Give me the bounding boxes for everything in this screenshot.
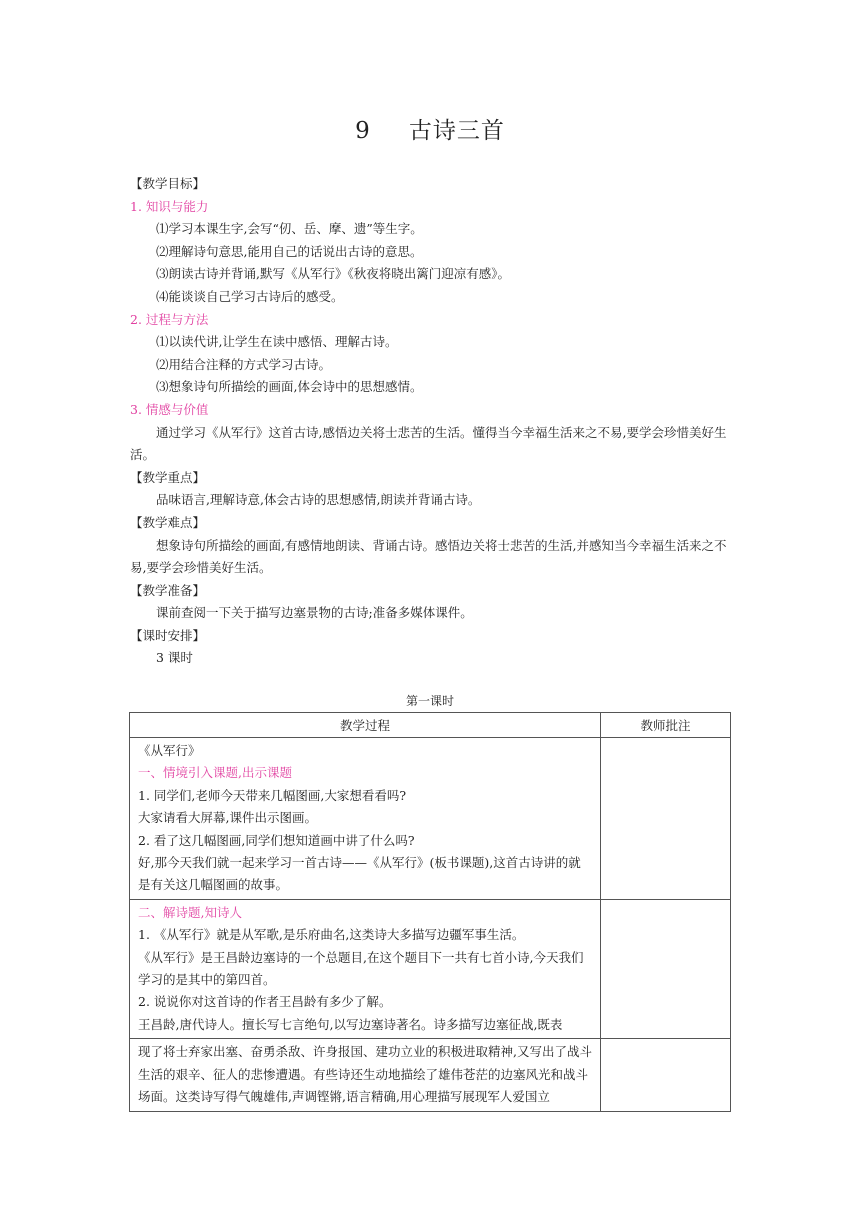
table-row bbox=[130, 1039, 731, 1111]
table-row bbox=[130, 738, 731, 900]
lesson-number: 9 bbox=[355, 118, 371, 144]
column-header-notes: 教师批注 bbox=[601, 713, 731, 738]
schedule-text: 3 课时 bbox=[156, 650, 193, 666]
text-line: 1. 《从军行》就是从军歌,是乐府曲名,这类诗大多描写边疆军事生活。 bbox=[138, 927, 525, 943]
process-cell bbox=[130, 899, 601, 1038]
list-item: ⑴以读代讲,让学生在读中感悟、理解古诗。 bbox=[156, 334, 398, 350]
text-line: 现了将士弃家出塞、奋勇杀敌、许身报国、建功立业的积极进取精神,又写出了战斗生活的艰辛、征人的悲惨遭遇。有些诗还生动地描绘了雄伟苍茫的边塞风光和战斗场面。这类诗写得气魄雄伟,声调铿锵,语言精确,用心理描写展现军人爱国立 bbox=[138, 1044, 592, 1105]
text-line: 好,那今天我们就一起来学习一首古诗——《从军行》(板书课题),这首古诗讲的就是有关这几幅图画的故事。 bbox=[138, 855, 581, 893]
section-title-knowledge: 1. 知识与能力 bbox=[130, 198, 209, 214]
poem-title: 《从军行》 bbox=[138, 743, 201, 758]
list-item: ⑶朗读古诗并背诵,默写《从军行》《秋夜将晓出篱门迎凉有感》。 bbox=[156, 266, 510, 282]
notes-cell bbox=[601, 738, 731, 900]
section-title-emotion: 3. 情感与价值 bbox=[130, 401, 209, 417]
step-heading: 二、解诗题,知诗人 bbox=[138, 904, 242, 920]
key-points-heading: 【教学重点】 bbox=[130, 469, 206, 485]
lesson-caption: 第一课时 bbox=[405, 694, 454, 708]
list-item: ⑷能谈谈自己学习古诗后的感受。 bbox=[156, 288, 344, 304]
difficulties-text: 想象诗句所描绘的画面,有感情地朗读、背诵古诗。感悟边关将士悲苦的生活,并感知当今幸福生活来之不易,要学会珍惜美好生活。 bbox=[130, 537, 727, 576]
list-item: ⑵理解诗句意思,能用自己的话说出古诗的意思。 bbox=[156, 243, 423, 259]
text-line: 1. 同学们,老师今天带来几幅图画,大家想看看吗? bbox=[138, 787, 407, 803]
text-line: 王昌龄,唐代诗人。擅长写七言绝句,以写边塞诗著名。诗多描写边塞征战,既表 bbox=[138, 1016, 563, 1032]
notes-cell bbox=[601, 1039, 731, 1111]
emotion-paragraph: 通过学习《从军行》这首古诗,感悟边关将士悲苦的生活。懂得当今幸福生活来之不易,要学会珍惜美好生活。 bbox=[130, 424, 727, 463]
difficulties-heading: 【教学难点】 bbox=[130, 514, 206, 530]
process-cell bbox=[130, 1039, 601, 1111]
text-line: 大家请看大屏幕,课件出示图画。 bbox=[138, 810, 317, 826]
key-points-text: 品味语言,理解诗意,体会古诗的思想感情,朗读并背诵古诗。 bbox=[156, 492, 481, 508]
list-item: ⑴学习本课生字,会写“仞、岳、摩、遗”等生字。 bbox=[156, 221, 423, 237]
preparation-text: 课前查阅一下关于描写边塞景物的古诗;准备多媒体课件。 bbox=[156, 605, 473, 621]
text-line: 2. 看了这几幅图画,同学们想知道画中讲了什么吗? bbox=[138, 832, 415, 848]
process-cell bbox=[130, 738, 601, 900]
list-item: ⑶想象诗句所描绘的画面,体会诗中的思想感情。 bbox=[156, 379, 423, 395]
notes-cell bbox=[601, 899, 731, 1038]
section-title-process: 2. 过程与方法 bbox=[130, 311, 209, 327]
list-item: ⑵用结合注释的方式学习古诗。 bbox=[156, 356, 332, 372]
lesson-title: 古诗三首 bbox=[408, 118, 505, 144]
preparation-heading: 【教学准备】 bbox=[130, 582, 206, 598]
text-line: 2. 说说你对这首诗的作者王昌龄有多少了解。 bbox=[138, 994, 392, 1010]
objectives-heading: 【教学目标】 bbox=[130, 176, 206, 191]
schedule-heading: 【课时安排】 bbox=[130, 627, 206, 643]
column-header-process: 教学过程 bbox=[130, 713, 601, 738]
page-title bbox=[0, 112, 860, 145]
table-row bbox=[130, 899, 731, 1038]
step-heading: 一、情境引入课题,出示课题 bbox=[138, 765, 292, 781]
lesson-table bbox=[129, 712, 731, 1112]
text-line: 《从军行》是王昌龄边塞诗的一个总题目,在这个题目下一共有七首小诗,今天我们学习的是其中的第四首。 bbox=[138, 949, 584, 988]
table-header-row bbox=[130, 713, 731, 738]
lesson-plan-body bbox=[130, 173, 730, 670]
